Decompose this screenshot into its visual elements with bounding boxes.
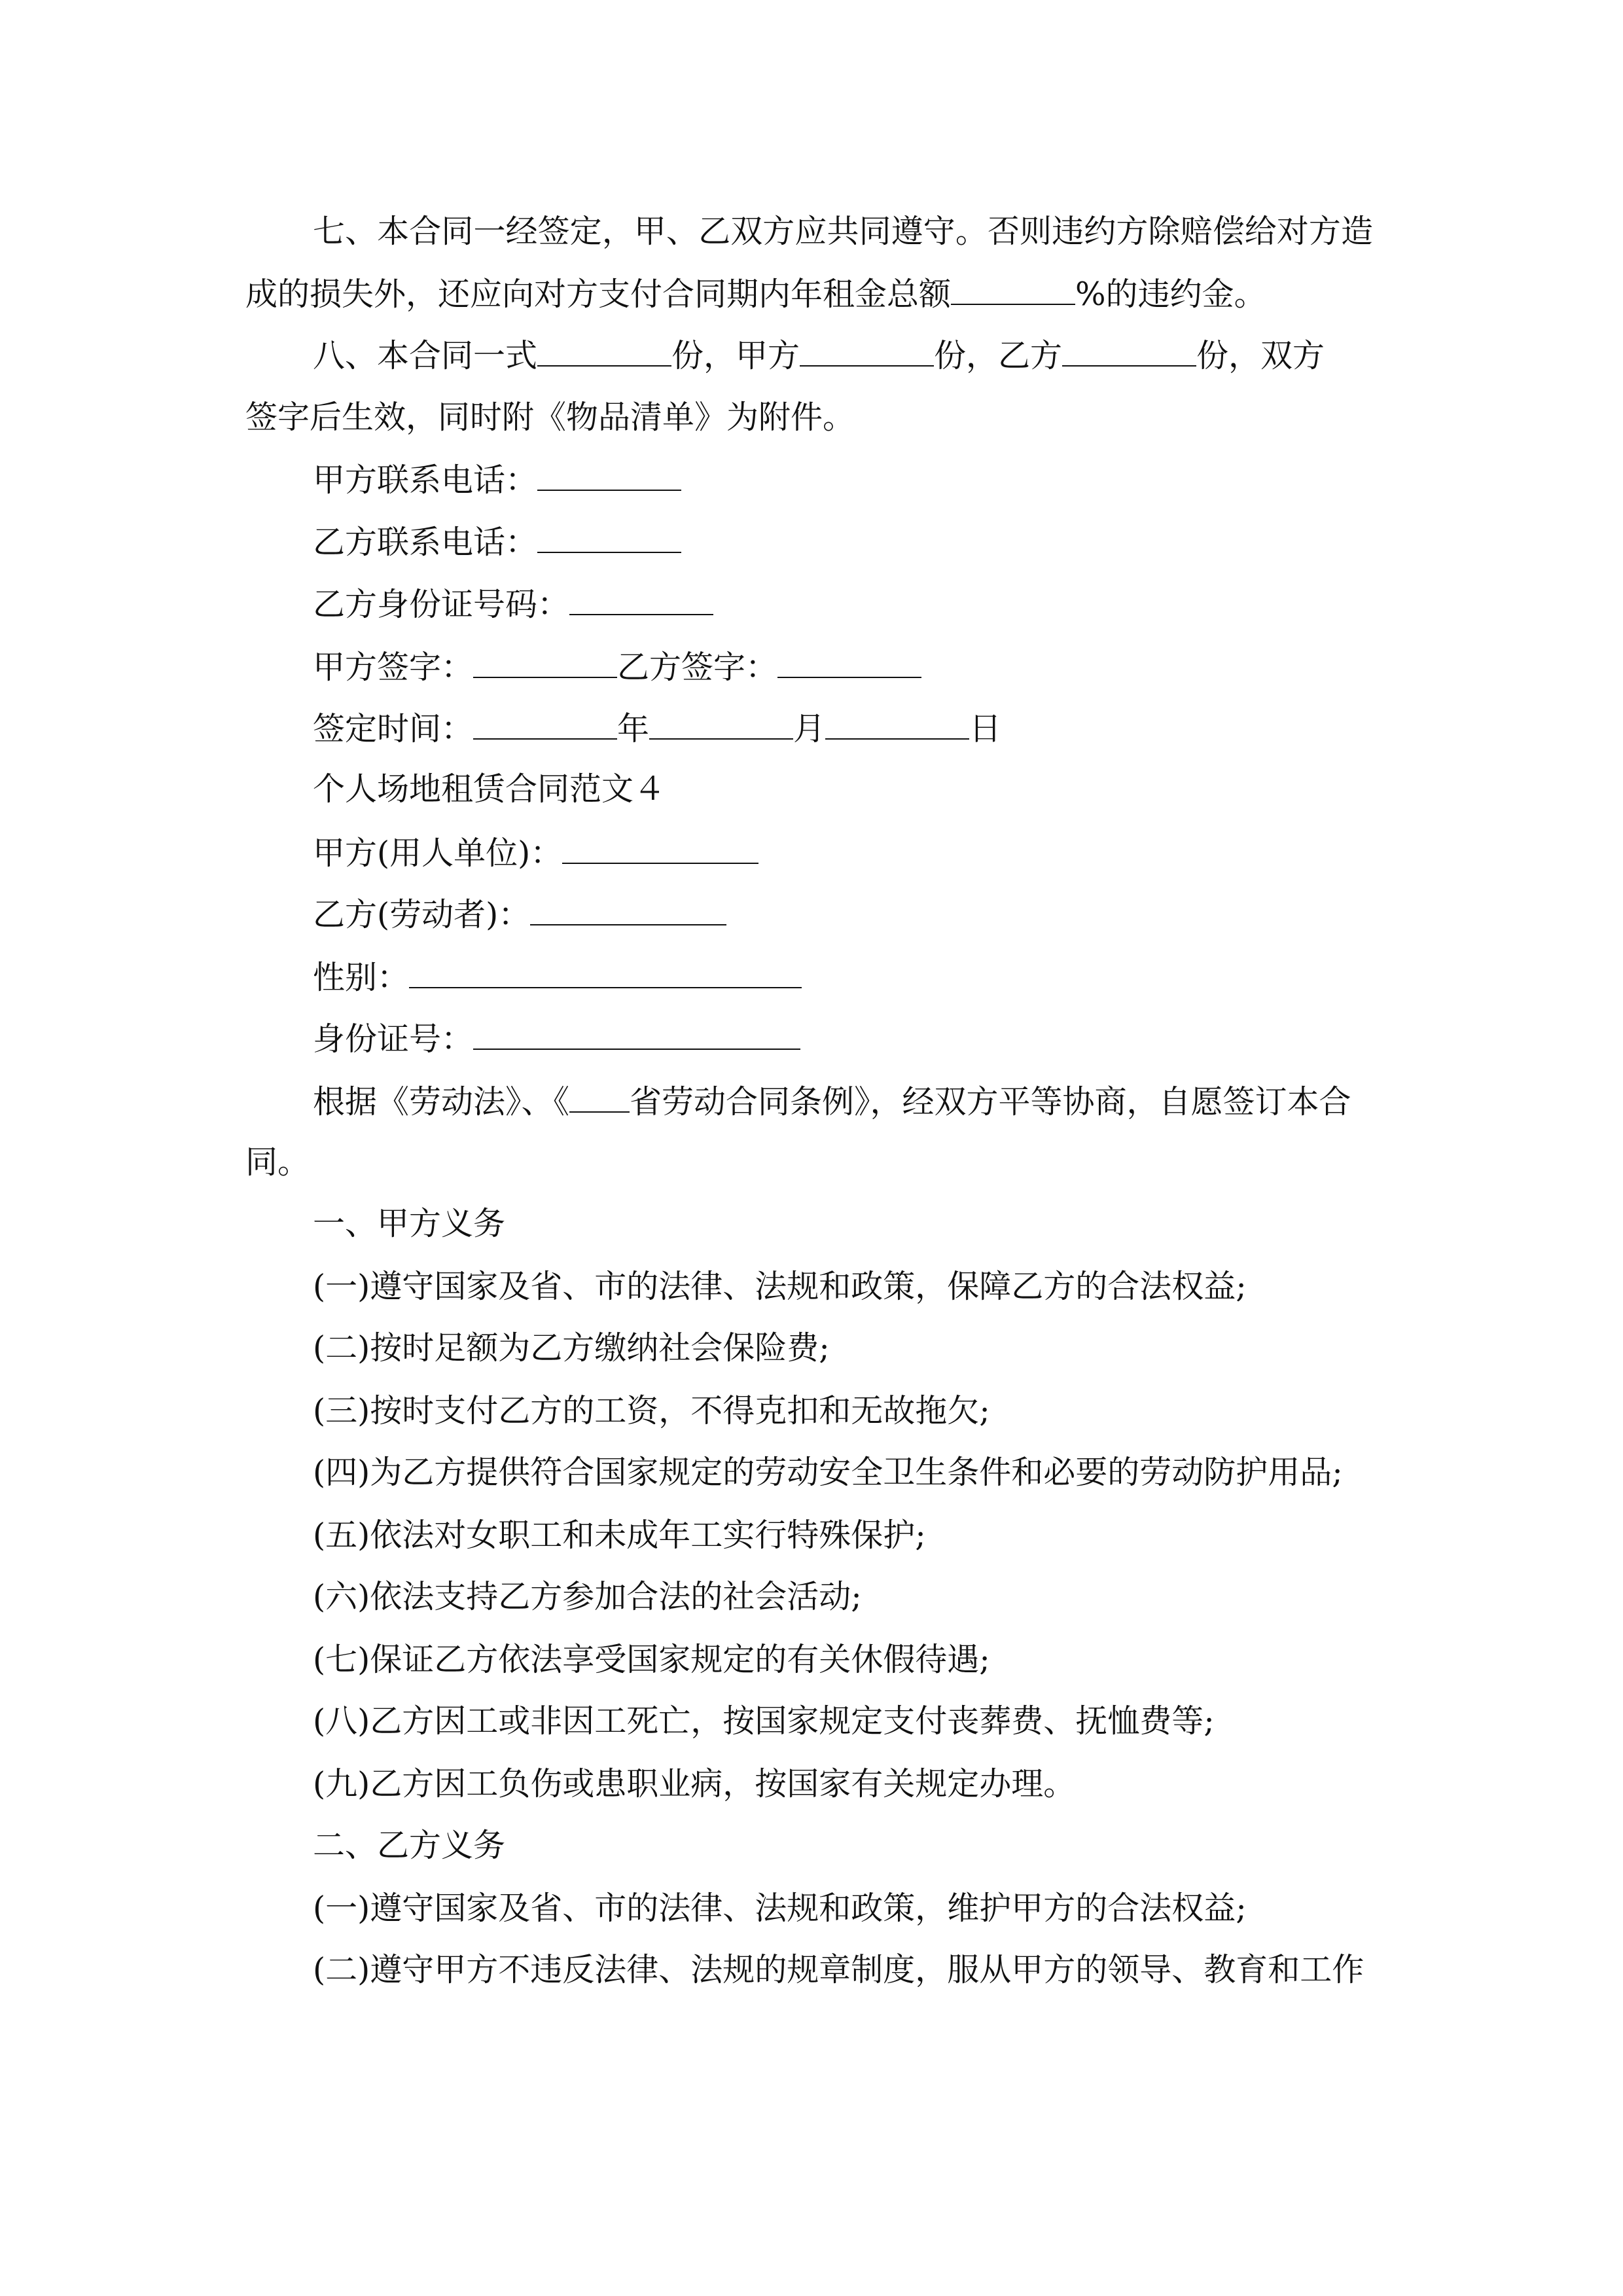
- party-a-sign-blank[interactable]: [473, 647, 617, 678]
- party-a-phone-line: [313, 459, 681, 500]
- section-1-item: (九)乙方因工负伤或患职业病，按国家有关规定办理。: [313, 1765, 1076, 1803]
- copies-total-blank[interactable]: [537, 335, 671, 367]
- clause-8-text-2: 份，甲方: [671, 337, 800, 374]
- copies-party-a-blank[interactable]: [800, 335, 934, 367]
- section-1-title: 一、甲方义务: [313, 1205, 506, 1242]
- section-1-item: (五)依法对女职工和未成年工实行特殊保护;: [313, 1516, 926, 1554]
- section-1-item: (二)按时足额为乙方缴纳社会保险费;: [313, 1329, 830, 1367]
- section-1-item: (七)保证乙方依法享受国家规定的有关休假待遇;: [313, 1641, 990, 1678]
- party-a-phone-blank[interactable]: [537, 459, 681, 491]
- year-label: 年: [617, 710, 650, 747]
- sign-year-blank[interactable]: [473, 708, 617, 740]
- section-1-item: (六)依法支持乙方参加合法的社会活动;: [313, 1578, 862, 1615]
- penalty-percent-blank[interactable]: [951, 274, 1075, 305]
- worker-label: 乙方(劳动者)：: [313, 896, 531, 933]
- worker-blank[interactable]: [530, 894, 726, 925]
- clause-8-text-3: 份，乙方: [934, 337, 1063, 374]
- section-1-item: (四)为乙方提供符合国家规定的劳动安全卫生条件和必要的劳动防护用品;: [313, 1454, 1343, 1491]
- contract-heading: 个人场地租赁合同范文４: [313, 770, 666, 808]
- section-2-item: (一)遵守国家及省、市的法律、法规和政策，维护甲方的合法权益;: [313, 1890, 1247, 1927]
- worker-line: [313, 894, 726, 935]
- employer-line: [313, 833, 758, 873]
- id-number-blank[interactable]: [473, 1018, 800, 1050]
- copies-party-b-blank[interactable]: [1062, 335, 1196, 367]
- signature-line: [313, 647, 921, 687]
- party-b-phone-label: 乙方联系电话：: [313, 524, 538, 561]
- section-2-title: 二、乙方义务: [313, 1827, 506, 1864]
- day-label: 日: [969, 710, 1002, 747]
- sign-time-label: 签定时间：: [313, 710, 474, 747]
- party-b-phone-line: [313, 522, 681, 562]
- id-number-line: [313, 1018, 800, 1059]
- section-1-item: (一)遵守国家及省、市的法律、法规和政策，保障乙方的合法权益;: [313, 1268, 1247, 1305]
- party-b-phone-blank[interactable]: [537, 522, 681, 553]
- clause-8-text-4: 份，双方: [1196, 337, 1325, 374]
- clause-7-suffix: %的违约金。: [1075, 276, 1266, 313]
- clause-7-line-2: [245, 274, 1266, 314]
- clause-8-line-1: [313, 335, 1373, 376]
- intro-line-1: [313, 1081, 1373, 1122]
- clause-7-line-1: 七、本合同一经签定，甲、乙双方应共同遵守。否则违约方除赔偿给对方造: [313, 213, 1373, 250]
- clause-8-line-2: 签字后生效，同时附《物品清单》为附件。: [245, 399, 855, 436]
- gender-label: 性别：: [313, 959, 410, 996]
- clause-8-text-1: 八、本合同一式: [313, 337, 538, 374]
- province-blank[interactable]: [569, 1081, 630, 1113]
- sign-day-blank[interactable]: [825, 708, 969, 740]
- intro-text-1: 根据《劳动法》、《: [313, 1083, 570, 1121]
- party-a-sign-label: 甲方签字：: [313, 649, 474, 686]
- section-2-item: (二)遵守甲方不违反法律、法规的规章制度，服从甲方的领导、教育和工作: [313, 1951, 1364, 1988]
- sign-time-line: [313, 708, 1001, 749]
- party-b-sign-blank[interactable]: [777, 647, 921, 678]
- intro-line-2: 同。: [245, 1143, 310, 1181]
- month-label: 月: [793, 710, 826, 747]
- party-b-id-blank[interactable]: [569, 584, 713, 615]
- gender-line: [313, 957, 802, 997]
- party-a-phone-label: 甲方联系电话：: [313, 461, 538, 499]
- id-number-label: 身份证号：: [313, 1020, 474, 1058]
- section-1-item: (八)乙方因工或非因工死亡，按国家规定支付丧葬费、抚恤费等;: [313, 1702, 1215, 1740]
- gender-blank[interactable]: [409, 957, 802, 988]
- section-1-item: (三)按时支付乙方的工资，不得克扣和无故拖欠;: [313, 1392, 990, 1429]
- party-b-sign-label: 乙方签字：: [617, 649, 778, 686]
- employer-label: 甲方(用人单位)：: [313, 834, 563, 872]
- sign-month-blank[interactable]: [649, 708, 793, 740]
- party-b-id-line: [313, 584, 713, 624]
- party-b-id-label: 乙方身份证号码：: [313, 586, 570, 623]
- intro-text-2: 省劳动合同条例》，经双方平等协商，自愿签订本合: [630, 1083, 1351, 1121]
- employer-blank[interactable]: [562, 833, 758, 864]
- clause-7-text: 成的损失外，还应向对方支付合同期内年租金总额: [245, 276, 952, 313]
